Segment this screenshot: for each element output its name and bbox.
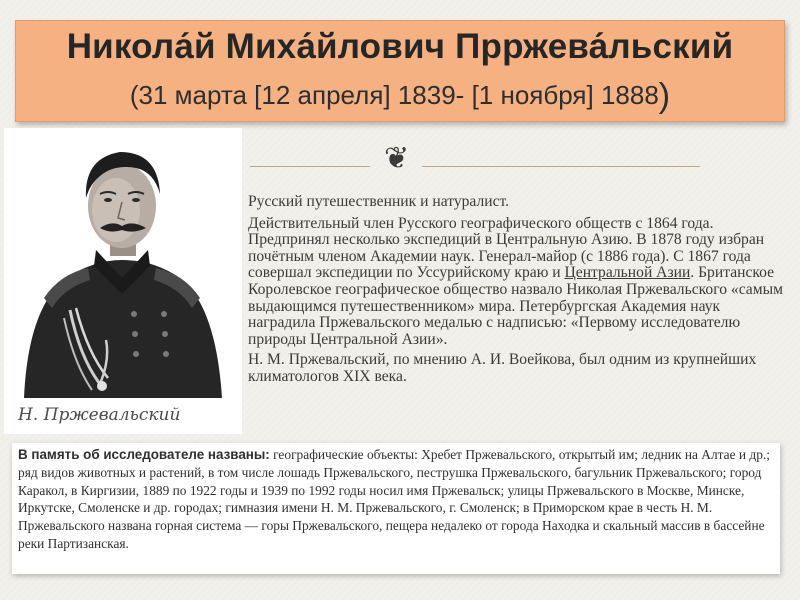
- portrait-signature: Н. Пржевальский: [18, 405, 181, 425]
- divider-line-right: [422, 166, 700, 167]
- portrait-engraving: [4, 128, 242, 434]
- memory-text: географические объекты: Хребет Пржевальского, открытый им; ледник на Алтае и др.; ряд видов животных и растений, в том числе лошадь Пржевальского, пеструшка Пржевальского, багульник Пржевальского; город Каракол, в Киргизии, 1889 по 1922 годы и 1939 по 1992 годы носил имя Пржевальск; улицы Пржевальского в Москве, Минске, Иркутске, Смоленске и др. городах; гимназия имени Н. М. Пржевальского, г. Смоленск; в Приморском крае в честь Н. М. Пржевальского названа горная система — горы Пржевальского, пещера недалеко от города Находка и скальный массив в бассейне реки Партизанская.: [18, 447, 770, 551]
- page-title: Никола́й Миха́йлович Прржева́льский: [66, 27, 734, 66]
- title-banner: [15, 20, 785, 122]
- life-dates-text: (31 марта [12 апреля] 1839- [1 ноября] 1888: [129, 80, 659, 110]
- central-asia-link[interactable]: Центральной Азии: [564, 264, 691, 282]
- bio-text-b: . Британское Королевское географическое общество назвало Николая Пржевальского «самым выдающимся путешественником» мира. Петербургская Академия наук наградила Пржевальского медалью с надписью: «Первому исследователю природы Центральной Азии».: [248, 264, 783, 348]
- bio-text-a: Действительный член Русского географического обществ с 1864 года. Предпринял несколько экспедиций в Центральную Азию. В 1878 году избран почётным членом Академии наук. Генерал-майор (с 1886 года). С 1867 года совершал экспедиции по Уссурийскому краю и: [248, 214, 765, 282]
- memory-note: [12, 443, 780, 574]
- memory-lead: В память об исследователе названы:: [18, 447, 270, 462]
- fleuron-icon: ❦: [384, 141, 410, 176]
- bio-paragraph-intro: Русский путешественник и натуралист.: [248, 193, 510, 210]
- bio-paragraph-main: [248, 216, 788, 349]
- divider-line-left: [250, 166, 370, 167]
- portrait-image: [4, 128, 242, 434]
- ornament-divider: [250, 140, 700, 180]
- life-dates: [16, 77, 784, 116]
- biography-text: [248, 194, 788, 386]
- bio-paragraph-climate: Н. М. Пржевальский, по мнению А. И. Воейкова, был одним из крупнейших климатологов XIX века.: [248, 351, 757, 385]
- life-dates-close: ): [658, 77, 671, 115]
